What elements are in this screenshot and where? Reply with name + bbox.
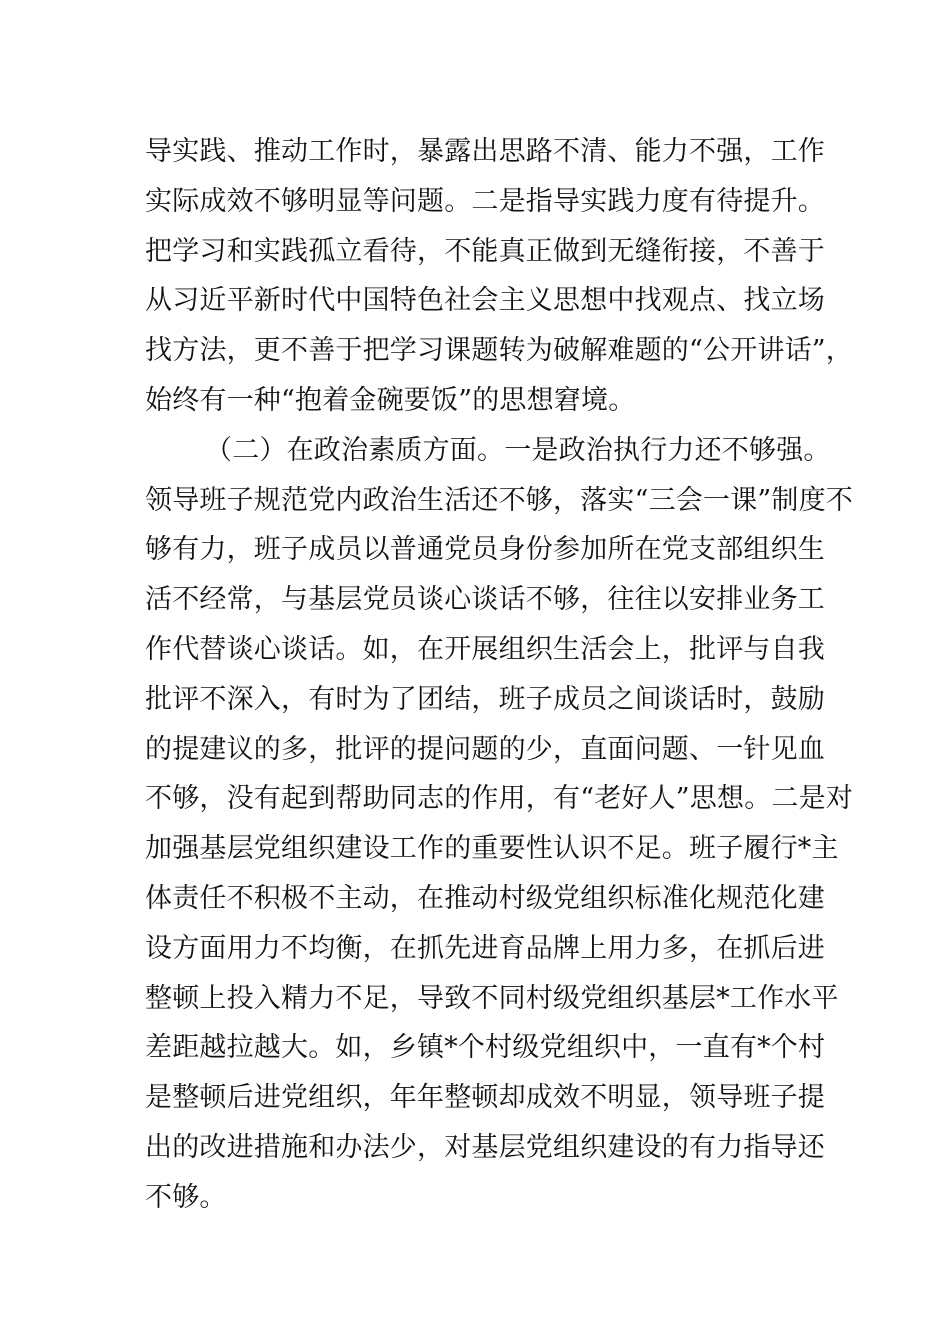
- text-line: 导实践、推动工作时，暴露出思路不清、能力不强，工作: [145, 136, 825, 167]
- text-line: 作代替谈心谈话。如，在开展组织生活会上，批评与自我: [145, 633, 825, 665]
- text-line: 整顿上投入精力不足，导致不同村级党组织基层*工作水平: [145, 982, 839, 1014]
- text-line: 活不经常，与基层党员谈心谈话不够，往往以安排业务工: [145, 584, 825, 616]
- document-body: [145, 127, 854, 1223]
- text-line: 设方面用力不均衡，在抓先进育品牌上用力多，在抓后进: [145, 932, 825, 964]
- text-line: 加强基层党组织建设工作的重要性认识不足。班子履行*主: [145, 833, 839, 865]
- text-line: 把学习和实践孤立看待，不能真正做到无缝衔接，不善于: [145, 235, 825, 267]
- text-line: 够有力，班子成员以普通党员身份参加所在党支部组织生: [145, 534, 825, 566]
- text-line: 批评不深入，有时为了团结，班子成员之间谈话时，鼓励: [145, 683, 825, 715]
- text-line: 的提建议的多，批评的提问题的少，直面问题、一针见血: [145, 733, 825, 765]
- text-line: 找方法，更不善于把学习课题转为破解难题的“公开讲话”，: [145, 335, 854, 367]
- text-line: 不够。: [145, 1181, 227, 1213]
- text-line: 体责任不积极不主动，在推动村级党组织标准化规范化建: [145, 882, 825, 914]
- text-line: 始终有一种“抱着金碗要饭”的思想窘境。: [145, 384, 636, 416]
- text-line: 差距越拉越大。如，乡镇*个村级党组织中，一直有*个村: [145, 1032, 826, 1064]
- section-heading-line: （二）在政治素质方面。一是政治执行力还不够强。: [205, 434, 831, 466]
- text-line: 实际成效不够明显等问题。二是指导实践力度有待提升。: [145, 185, 825, 217]
- text-line: 是整顿后进党组织，年年整顿却成效不明显，领导班子提: [145, 1082, 825, 1114]
- text-line: 从习近平新时代中国特色社会主义思想中找观点、找立场: [145, 285, 825, 317]
- text-line: 出的改进措施和办法少，对基层党组织建设的有力指导还: [145, 1131, 825, 1163]
- text-line: 不够，没有起到帮助同志的作用，有“老好人”思想。二是对: [145, 783, 854, 815]
- text-line: 领导班子规范党内政治生活还不够，落实“三会一课”制度不: [145, 484, 854, 516]
